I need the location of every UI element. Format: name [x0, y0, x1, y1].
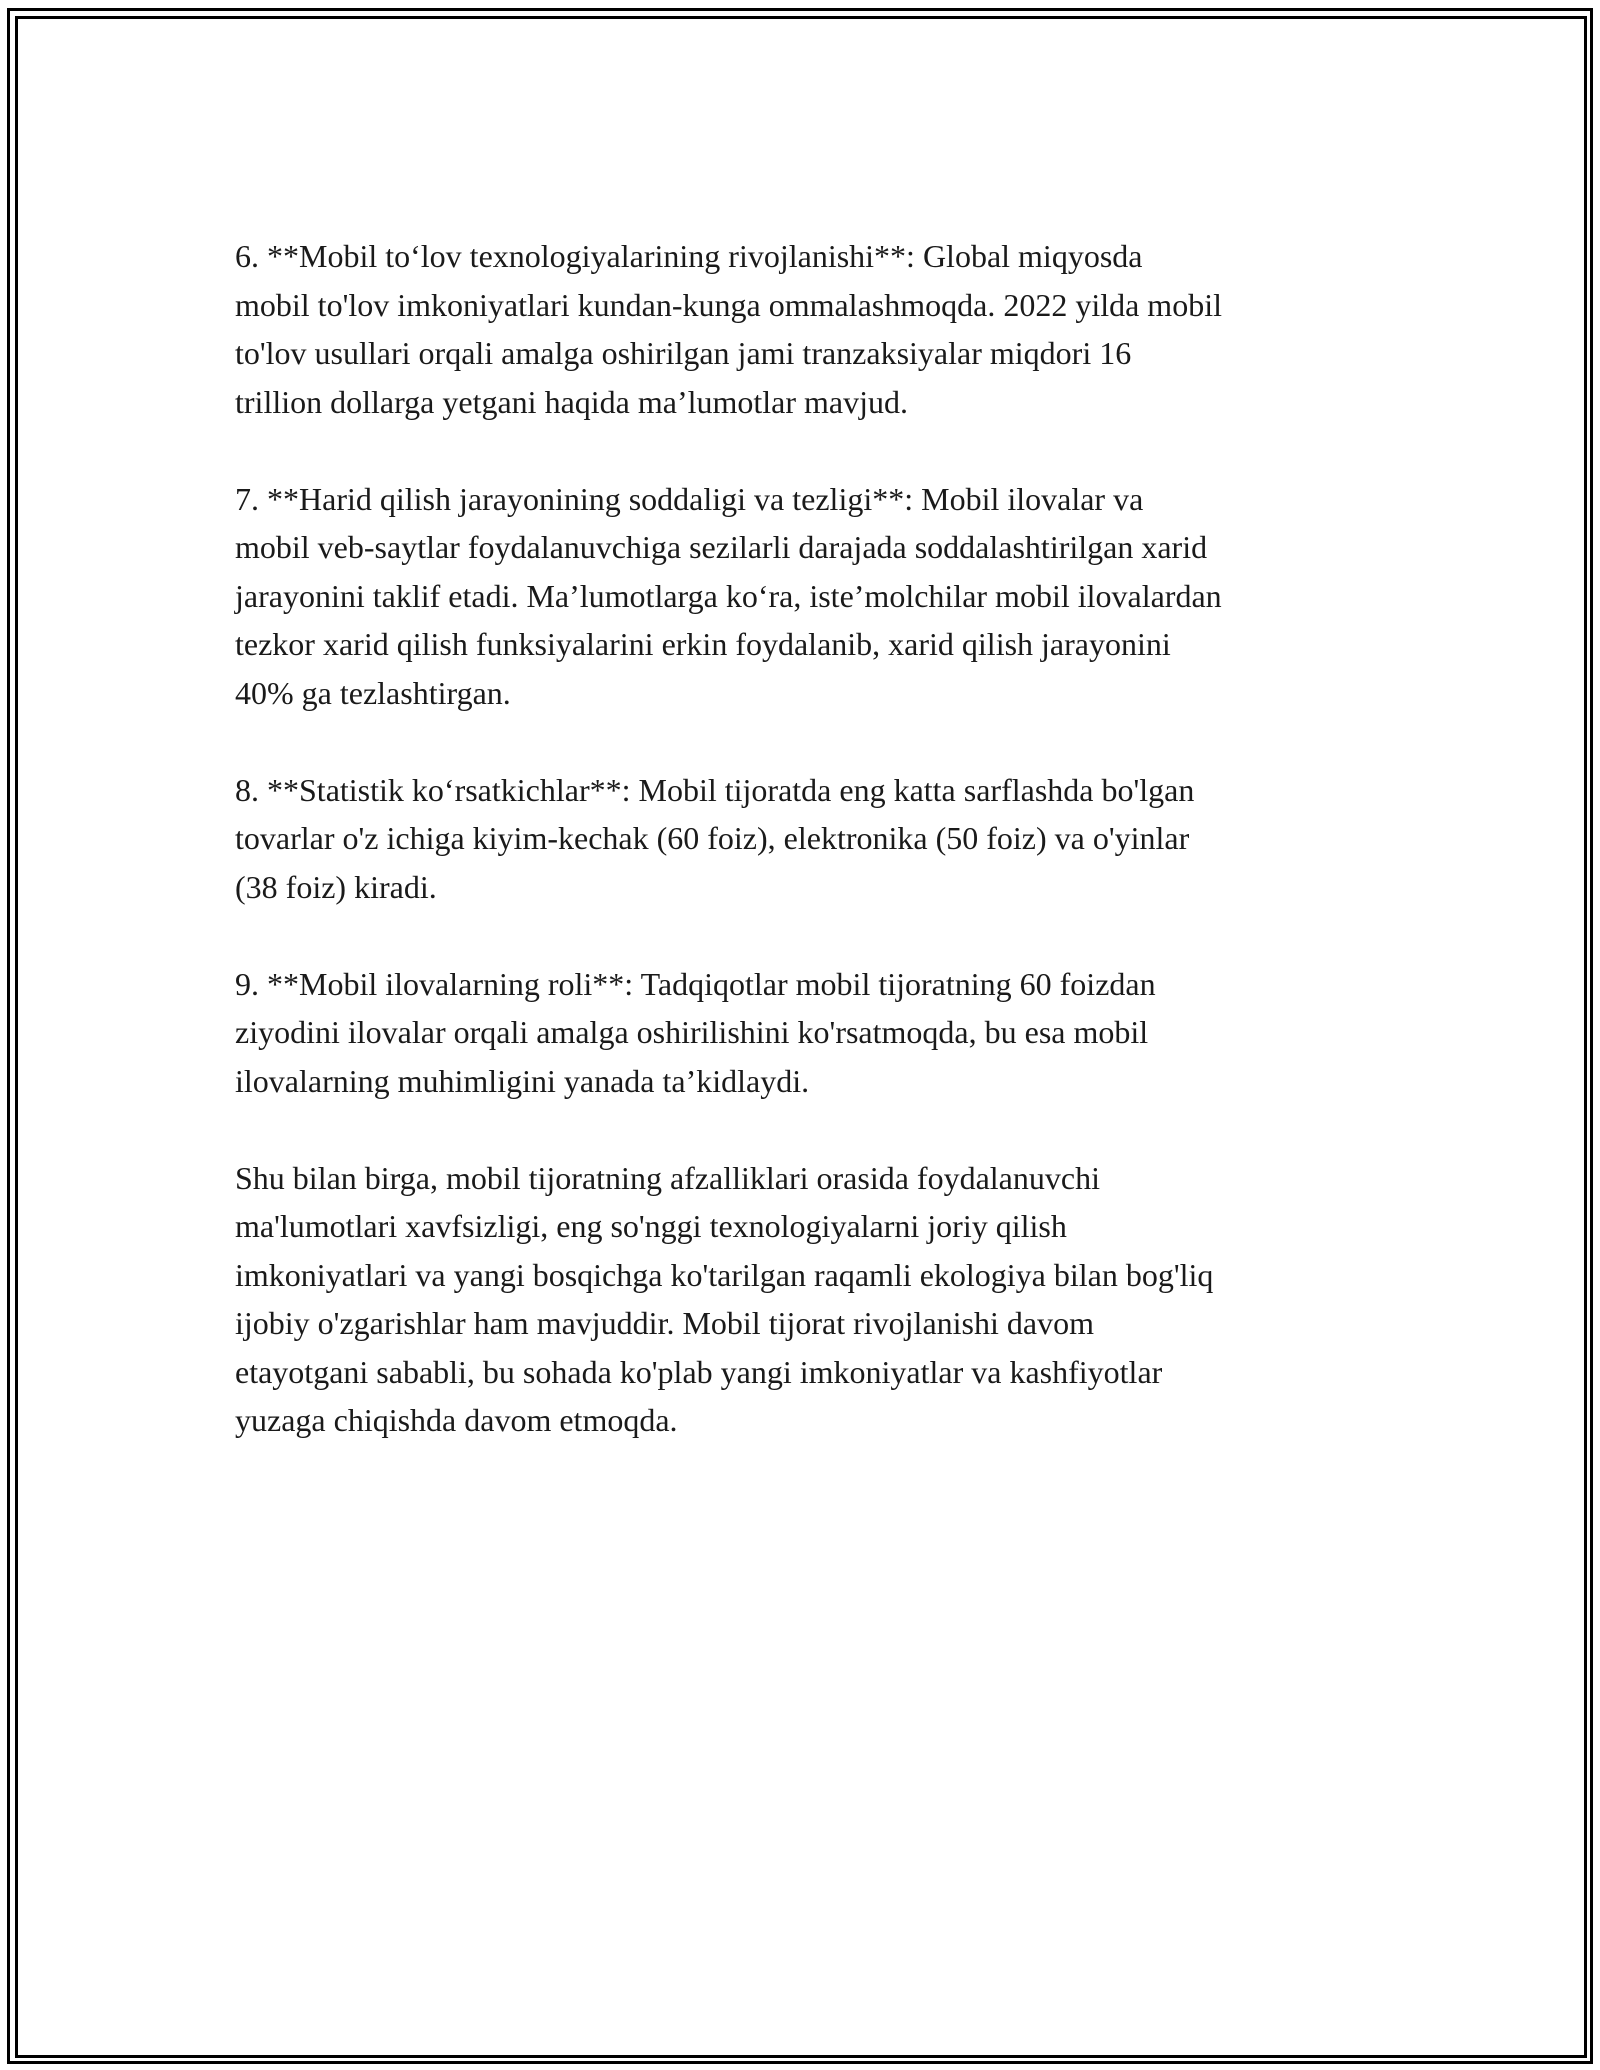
paragraph-conclusion: Shu bilan birga, mobil tijoratning afzalliklari orasida foydalanuvchi ma'lumotlari xavfsizligi, eng so'nggi texnologiyalarni joriy qilish imkoniyatlari va yangi bosqichga ko'tarilgan raqamli ekologiya bilan bog'liq ijobiy o'zgarishlar ham mavjuddir. Mobil tijorat rivojlanishi davom etayotgani sababli, bu sohada ko'plab yangi imkoniyatlar va kashfiyotlar yuzaga chiqishda davom etmoqda. [235, 1159, 1214, 1438]
paragraph-statistics: 8. **Statistik ko‘rsatkichlar**: Mobil tijoratda eng katta sarflashda bo'lgan tovarlar o'z ichiga kiyim-kechak (60 foiz), elektronika (50 foiz) va o'yinlar (38 foiz) kiradi. [235, 771, 1195, 905]
paragraph-purchase-process: 7. **Harid qilish jarayonining soddaligi va tezligi**: Mobil ilovalar va mobil veb-saytlar foydalanuvchiga sezilarli darajada soddalashtirilgan xarid jarayonini taklif etadi. Ma’lumotlarga ko‘ra, iste’molchilar mobil ilovalardan tezkor xarid qilish funksiyalarini erkin foydalanib, xarid qilish jarayonini 40% ga tezlashtirgan. [235, 480, 1222, 711]
paragraph-mobile-apps-role: 9. **Mobil ilovalarning roli**: Tadqiqotlar mobil tijoratning 60 foizdan ziyodini ilovalar orqali amalga oshirilishini ko'rsatmoqda, bu esa mobil ilovalarning muhimligini yanada ta’kidlaydi. [235, 965, 1156, 1099]
paragraph-mobile-payment: 6. **Mobil to‘lov texnologiyalarining rivojlanishi**: Global miqyosda mobil to'lov imkoniyatlari kundan-kunga ommalashmoqda. 2022 yilda mobil to'lov usullari orqali amalga oshirilgan jami tranzaksiyalar miqdori 16 trillion dollarga yetgani haqida ma’lumotlar mavjud. [235, 238, 1222, 420]
document-body [235, 232, 1375, 1493]
